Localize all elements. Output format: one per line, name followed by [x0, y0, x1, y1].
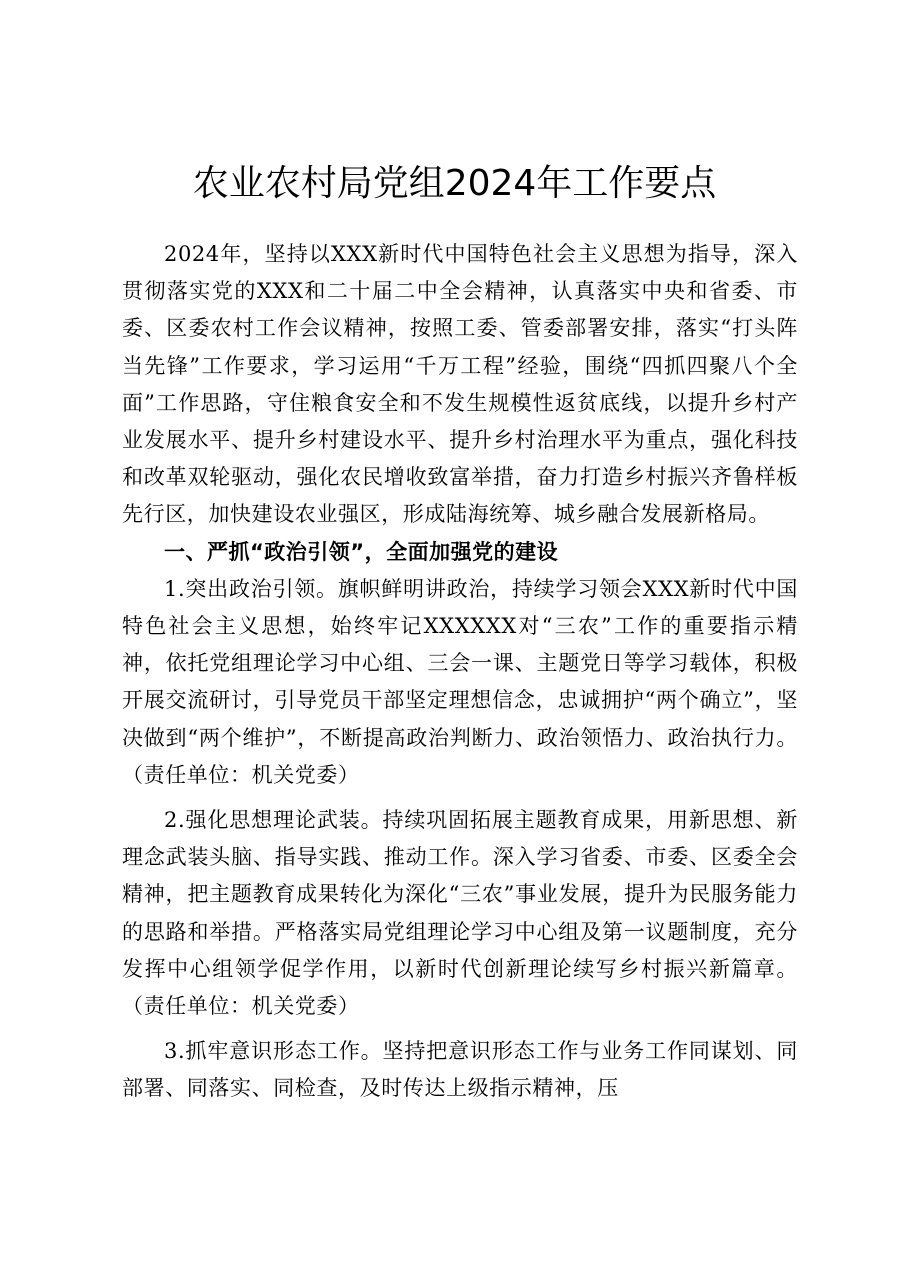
item-2-paragraph: 2.强化思想理论武装。持续巩固拓展主题教育成果，用新思想、新理念武装头脑、指导实践、推动工作。深入学习省委、市委、区委全会精神，把主题教育成果转化为深化“三农”事业发展，提升为民服务能力的思路和举措。严格落实局党组理论学习中心组及第一议题制度，充分发挥中心组领学促学作用，以新时代创新理论续写乡村振兴新篇章。（责任单位：机关党委） — [122, 808, 798, 1019]
intro-paragraph: 2024年，坚持以XXX新时代中国特色社会主义思想为指导，深入贯彻落实党的XXX和二十届二中全会精神，认真落实中央和省委、市委、区委农村工作会议精神，按照工委、管委部署安排，落实“打头阵当先锋”工作要求，学习运用“千万工程”经验，围绕“四抓四聚八个全面”工作思路，守住粮食安全和不发生规模性返贫底线，以提升乡村产业发展水平、提升乡村建设水平、提升乡村治理水平为重点，强化科技和改革双轮驱动，强化农民增收致富举措，奋力打造乡村振兴齐鲁样板先行区，加快建设农业强区，形成陆海统筹、城乡融合发展新格局。 — [122, 242, 798, 527]
item-3-paragraph: 3.抓牢意识形态工作。坚持把意识形态工作与业务工作同谋划、同部署、同落实、同检查，及时传达上级指示精神，压 — [122, 1039, 798, 1101]
section-heading-1: 一、严抓“政治引领”，全面加强党的建设 — [164, 539, 559, 564]
paragraph-gap — [122, 794, 798, 802]
item-1-paragraph: 1.突出政治引领。旗帜鲜明讲政治，持续学习领会XXX新时代中国特色社会主义思想，始终牢记XXXXXX对“三农”工作的重要指示精神，依托党组理论学习中心组、三会一课、主题党日等学习载体，积极开展交流研讨，引导党员干部坚定理想信念，忠诚拥护“两个确立”，坚决做到“两个维护”，不断提高政治判断力、政治领悟力、政治执行力。（责任单位：机关党委） — [122, 576, 798, 787]
document-title: 农业农村局党组2024年工作要点 — [192, 163, 717, 204]
paragraph-gap — [122, 1025, 798, 1033]
document-body — [122, 236, 798, 1108]
